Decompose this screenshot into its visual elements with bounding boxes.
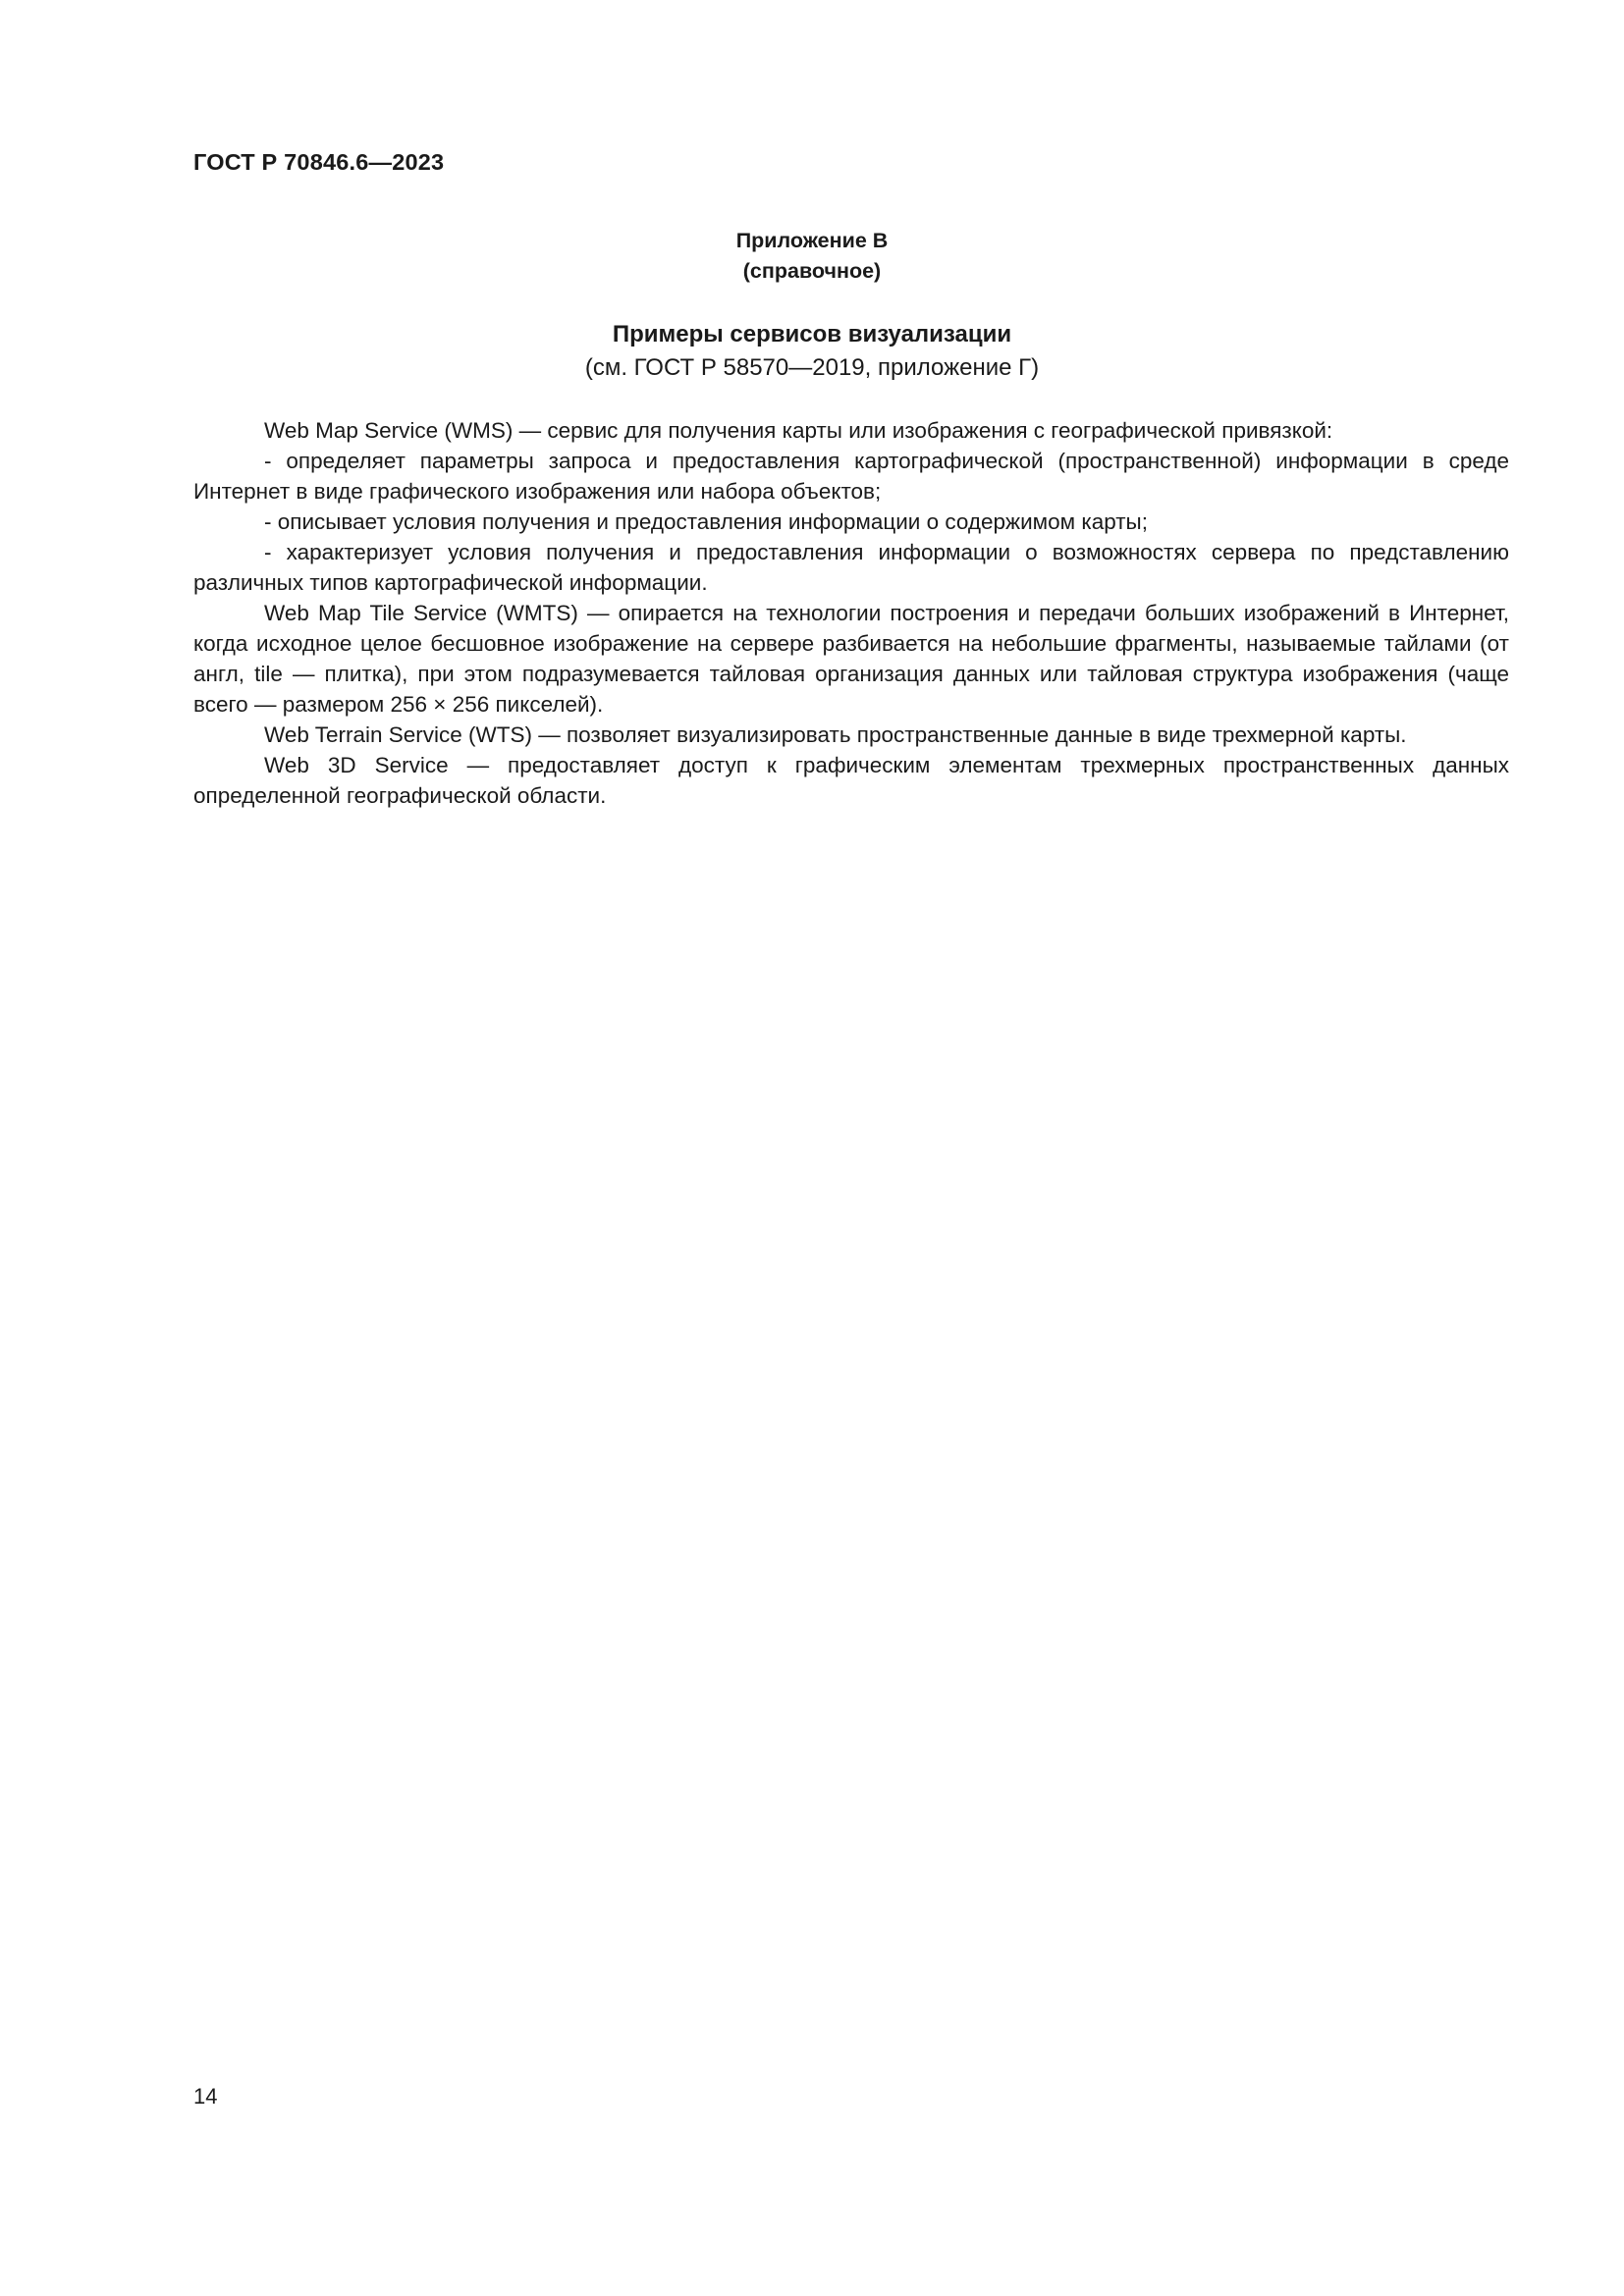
list-item: - описывает условия получения и предоставления информации о содержимом карты; bbox=[264, 509, 1148, 534]
paragraph-wms: Web Map Service (WMS) — сервис для получения карты или изображения с географической привязкой: bbox=[264, 418, 1333, 443]
appendix-kind: (справочное) bbox=[742, 259, 882, 283]
list-item: - определяет параметры запроса и предоставления картографической (пространственной) информации в среде Интернет в виде графического изображения или набора объектов; bbox=[193, 449, 1509, 504]
page-number: 14 bbox=[193, 2084, 218, 2109]
paragraph-wts: Web Terrain Service (WTS) — позволяет визуализировать пространственные данные в виде трехмерной карты. bbox=[264, 722, 1407, 747]
section-heading bbox=[0, 318, 1624, 385]
list-item: - характеризует условия получения и предоставления информации о возможностях сервера по представлению различных типов картографической информации. bbox=[193, 540, 1509, 595]
appendix-heading bbox=[0, 226, 1624, 287]
paragraph-web3d: Web 3D Service — предоставляет доступ к графическим элементам трехмерных пространственных данных определенной географической области. bbox=[193, 753, 1509, 808]
appendix-label: Приложение В bbox=[735, 229, 889, 252]
section-reference: (см. ГОСТ Р 58570—2019, приложение Г) bbox=[584, 354, 1040, 381]
section-title: Примеры сервисов визуализации bbox=[612, 321, 1012, 347]
body-text bbox=[193, 415, 1509, 811]
paragraph-wmts: Web Map Tile Service (WMTS) — опирается на технологии построения и передачи больших изображений в Интернет, когда исходное целое бесшовное изображение на сервере разбивается на небольшие фрагменты, называемые тайлами (от англ, tile — плитка), при этом подразумевается тайловая организация данных или тайловая структура изображения (чаще всего — размером 256 × 256 пикселей). bbox=[193, 601, 1509, 717]
document-code: ГОСТ Р 70846.6—2023 bbox=[193, 149, 445, 175]
